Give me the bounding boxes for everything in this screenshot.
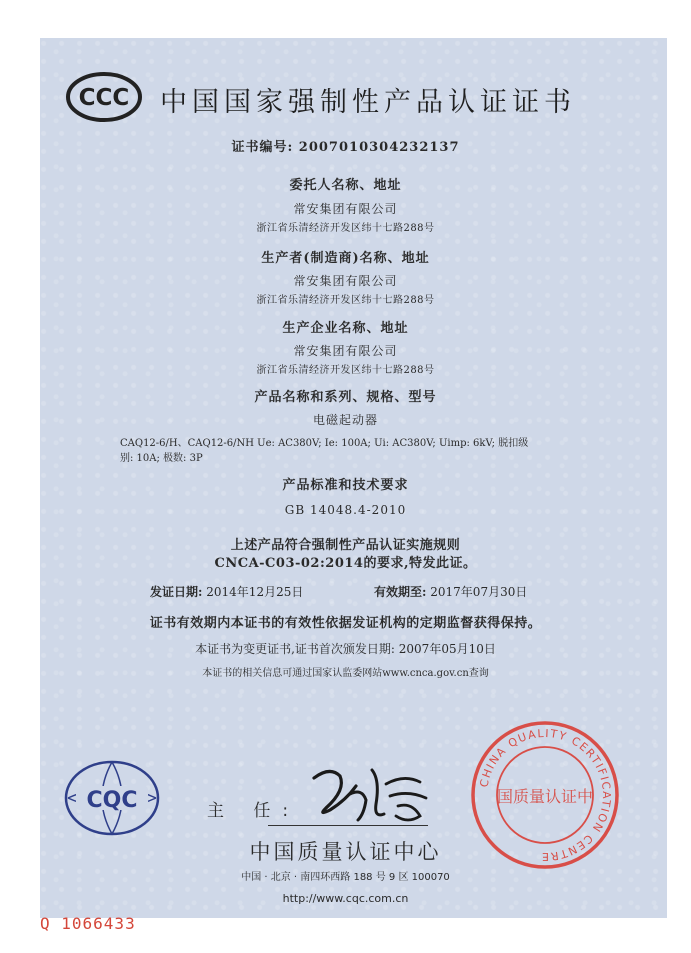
serial-number: Q 1066433 bbox=[40, 914, 136, 933]
conformity-line2: CNCA-C03-02:2014的要求,特发此证。 bbox=[214, 556, 477, 571]
conformity-line1: 上述产品符合强制性产品认证实施规则 bbox=[230, 538, 461, 553]
factory-name: 常安集团有限公司 bbox=[293, 344, 398, 358]
director-signature bbox=[300, 760, 440, 826]
issue-date-value: 2014年12月25日 bbox=[206, 585, 304, 599]
expiry-date-label: 有效期至: bbox=[374, 585, 427, 599]
product-spec-line1: CAQ12-6/H、CAQ12-6/NH Ue: AC380V; Ie: 100A; Ui: AC380V; Uimp: 6kV; 脱扣级 bbox=[120, 438, 529, 449]
cert-no-label: 证书编号: bbox=[231, 140, 294, 155]
manufacturer-address: 浙江省乐清经济开发区纬十七路288号 bbox=[256, 295, 435, 306]
organization-address: 中国 · 北京 · 南四环西路 188 号 9 区 100070 bbox=[241, 872, 450, 883]
product-name: 电磁起动器 bbox=[312, 413, 378, 427]
ccc-logo-text: CCC bbox=[78, 85, 130, 111]
validity-note: 证书有效期内本证书的有效性依据发证机构的定期监督获得保持。 bbox=[149, 616, 542, 631]
factory-heading: 生产企业名称、地址 bbox=[282, 321, 409, 336]
director-label: 主 任: bbox=[207, 801, 301, 821]
product-heading: 产品名称和系列、规格、型号 bbox=[254, 390, 437, 405]
standard-heading: 产品标准和技术要求 bbox=[282, 478, 409, 493]
product-spec bbox=[120, 436, 590, 466]
manufacturer-name: 常安集团有限公司 bbox=[293, 274, 398, 288]
client-address: 浙江省乐清经济开发区纬十七路288号 bbox=[256, 223, 435, 234]
cqc-logo-text: CQC bbox=[86, 788, 138, 813]
query-note: 本证书的相关信息可通过国家认监委网站www.cnca.gov.cn查询 bbox=[202, 668, 489, 679]
factory-address: 浙江省乐清经济开发区纬十七路288号 bbox=[256, 365, 435, 376]
certificate-title: 中国国家强制性产品认证证书 bbox=[160, 87, 576, 118]
ccc-logo bbox=[66, 72, 142, 122]
product-spec-line2: 别: 10A; 极数: 3P bbox=[120, 453, 203, 464]
cqc-logo bbox=[62, 758, 162, 838]
certificate-number bbox=[0, 136, 691, 155]
expiry-date-value: 2017年07月30日 bbox=[430, 585, 528, 599]
cert-no-value: 2007010304232137 bbox=[298, 140, 460, 155]
manufacturer-heading: 生产者(制造商)名称、地址 bbox=[261, 251, 430, 266]
official-seal-stamp bbox=[470, 720, 620, 870]
standard-value: GB 14048.4-2010 bbox=[284, 503, 407, 517]
client-heading: 委托人名称、地址 bbox=[289, 178, 402, 193]
expiry-date bbox=[374, 583, 527, 600]
issue-date-label: 发证日期: bbox=[150, 585, 203, 599]
organization-website: http://www.cqc.com.cn bbox=[282, 892, 409, 905]
svg-text:国质量认证中: 国质量认证中 bbox=[496, 787, 594, 806]
svg-text:CHINA QUALITY CERTIFICATION CE: CHINA QUALITY CERTIFICATION CENTRE bbox=[477, 726, 614, 864]
change-note: 本证书为变更证书,证书首次颁发日期: 2007年05月10日 bbox=[195, 642, 496, 656]
organization-name: 中国质量认证中心 bbox=[249, 840, 442, 864]
issue-date bbox=[150, 583, 303, 600]
client-name: 常安集团有限公司 bbox=[293, 202, 398, 216]
signature-line bbox=[268, 825, 428, 826]
